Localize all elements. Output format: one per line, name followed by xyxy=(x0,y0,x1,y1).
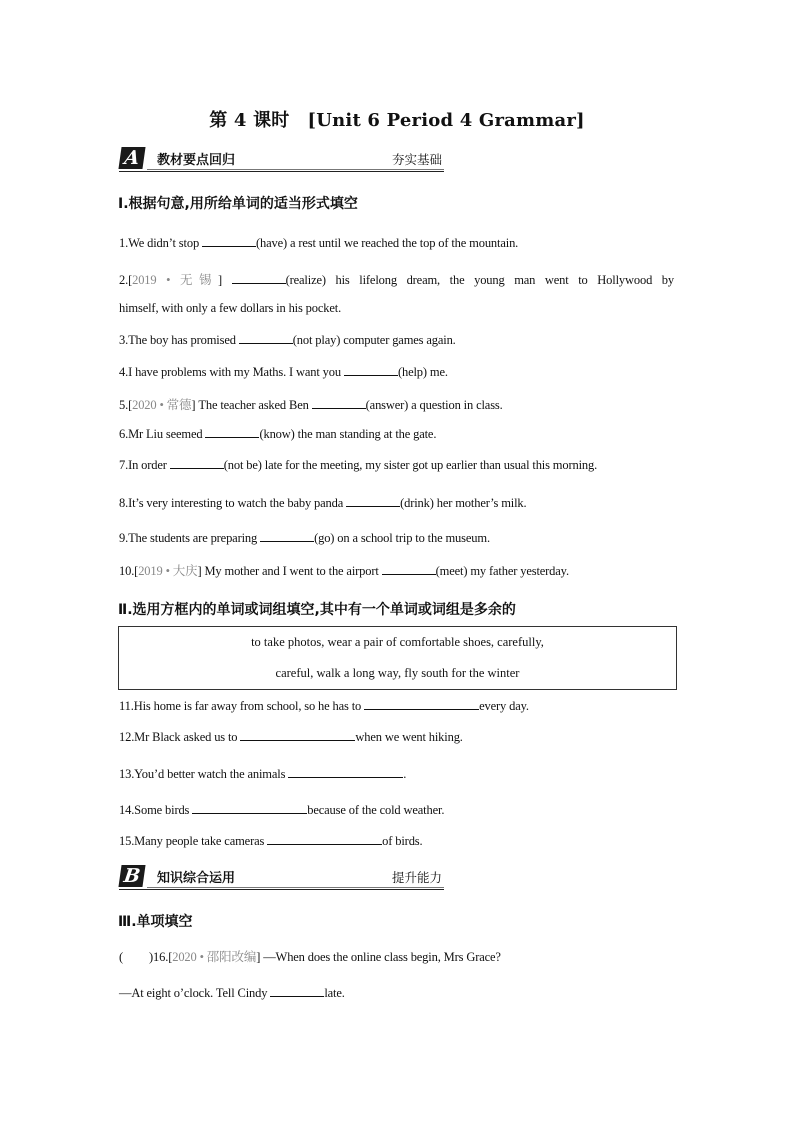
question-text: (drink) her mother’s milk. xyxy=(400,496,527,510)
question-text: 6.Mr Liu seemed xyxy=(119,427,206,441)
question-text: . xyxy=(403,767,407,781)
section-heading-3: Ⅲ.单项填空 xyxy=(118,914,193,930)
section-heading-2: Ⅱ.选用方框内的单词或词组填空,其中有一个单词或词组是多余的 xyxy=(118,602,516,618)
question-text: 2.[ xyxy=(119,273,133,287)
banner-divider xyxy=(119,889,444,890)
answer-blank[interactable] xyxy=(382,563,436,575)
question-text: (realize) his lifelong dream, the young man went to Hollywood by xyxy=(285,273,674,287)
question-source: 2020 • 常德 xyxy=(132,398,192,412)
question-text: 1.We didn’t stop xyxy=(119,236,203,250)
question-text: ] My mother and I went to the airport xyxy=(197,564,382,578)
question-text: because of the cold weather. xyxy=(307,803,445,817)
question-4 xyxy=(119,364,448,380)
question-text: every day. xyxy=(479,699,529,713)
question-13 xyxy=(119,766,406,782)
answer-blank[interactable] xyxy=(344,364,398,376)
question-text: 13.You’d better watch the animals xyxy=(119,767,289,781)
question-text: 8.It’s very interesting to watch the baby panda xyxy=(119,496,347,510)
question-text: late. xyxy=(324,986,345,1000)
question-text: 9.The students are preparing xyxy=(119,531,261,545)
question-text: of birds. xyxy=(382,834,423,848)
question-source: 2019 • 无锡 xyxy=(132,273,218,287)
answer-blank[interactable] xyxy=(346,495,400,507)
unit-label: [Unit 6 Period 4 Grammar] xyxy=(307,110,585,131)
banner-divider xyxy=(119,171,444,172)
section-banner-a xyxy=(119,146,444,172)
question-text: —At eight o’clock. Tell Cindy xyxy=(119,986,271,1000)
question-source: 2019 • 大庆 xyxy=(138,564,198,578)
lesson-label: 第 4 课时 xyxy=(209,110,290,131)
banner-divider xyxy=(147,887,444,888)
answer-blank[interactable] xyxy=(205,426,259,438)
question-text: 5.[ xyxy=(119,398,133,412)
answer-blank[interactable] xyxy=(240,729,355,741)
section-heading-1: Ⅰ.根据句意,用所给单词的适当形式填空 xyxy=(118,196,358,212)
answer-paren-open: ( xyxy=(119,950,124,964)
banner-tag: 提升能力 xyxy=(391,870,442,885)
question-5 xyxy=(119,395,503,413)
question-text: (not play) computer games again. xyxy=(292,333,456,347)
page-title xyxy=(0,106,794,132)
word-box-line-1: to take photos, wear a pair of comfortable shoes, carefully, xyxy=(251,635,544,649)
question-14 xyxy=(119,802,444,818)
banner-letter-badge: B xyxy=(118,865,145,887)
question-1 xyxy=(119,235,518,251)
question-3 xyxy=(119,332,456,348)
answer-blank[interactable] xyxy=(260,530,314,542)
answer-blank[interactable] xyxy=(232,272,286,284)
answer-blank[interactable] xyxy=(202,235,256,247)
question-text: (not be) late for the meeting, my sister got up earlier than usual this morning. xyxy=(223,458,598,472)
banner-tag: 夯实基础 xyxy=(391,152,442,167)
question-9 xyxy=(119,530,490,546)
question-7 xyxy=(119,457,597,473)
question-text: (go) on a school trip to the museum. xyxy=(314,531,490,545)
answer-blank[interactable] xyxy=(192,802,307,814)
question-16-dialogue xyxy=(119,985,345,1001)
question-text: (meet) my father yesterday. xyxy=(435,564,569,578)
question-8 xyxy=(119,495,527,511)
question-15 xyxy=(119,833,423,849)
question-text: 4.I have problems with my Maths. I want you xyxy=(119,365,344,379)
question-2 xyxy=(119,270,674,288)
answer-blank[interactable] xyxy=(267,833,382,845)
section-banner-b xyxy=(119,864,444,890)
banner-title: 教材要点回归 xyxy=(157,153,236,168)
question-6 xyxy=(119,426,436,442)
question-text: 15.Many people take cameras xyxy=(119,834,268,848)
banner-title: 知识综合运用 xyxy=(157,871,236,886)
question-text: 7.In order xyxy=(119,458,170,472)
question-text: ] —When does the online class begin, Mrs Grace? xyxy=(256,950,501,964)
question-text: (have) a rest until we reached the top of the mountain. xyxy=(256,236,519,250)
word-box xyxy=(118,626,677,690)
question-text: (answer) a question in class. xyxy=(365,398,503,412)
answer-blank[interactable] xyxy=(170,457,224,469)
question-2-continued: himself, with only a few dollars in his pocket. xyxy=(119,301,342,315)
question-12 xyxy=(119,729,463,745)
banner-letter-badge: A xyxy=(118,147,145,169)
question-11 xyxy=(119,698,529,714)
question-text: 14.Some birds xyxy=(119,803,193,817)
question-text: when we went hiking. xyxy=(355,730,463,744)
question-source: 2020 • 邵阳改编 xyxy=(172,950,257,964)
question-text: 3.The boy has promised xyxy=(119,333,239,347)
answer-blank[interactable] xyxy=(288,766,403,778)
answer-blank[interactable] xyxy=(239,332,293,344)
question-16 xyxy=(119,947,501,965)
answer-blank[interactable] xyxy=(364,698,479,710)
banner-divider xyxy=(147,169,444,170)
answer-blank[interactable] xyxy=(312,397,366,409)
question-text: (help) me. xyxy=(397,365,448,379)
question-text: 11.His home is far away from school, so he has to xyxy=(119,699,365,713)
question-text: 12.Mr Black asked us to xyxy=(119,730,241,744)
question-10 xyxy=(119,561,569,579)
question-text: (know) the man standing at the gate. xyxy=(259,427,437,441)
question-text: ] xyxy=(217,273,232,287)
answer-blank[interactable] xyxy=(270,985,324,997)
question-text: 10.[ xyxy=(119,564,139,578)
word-box-line-2: careful, walk a long way, fly south for the winter xyxy=(275,666,520,680)
question-text: ] The teacher asked Ben xyxy=(191,398,312,412)
question-text: )16.[ xyxy=(149,950,173,964)
